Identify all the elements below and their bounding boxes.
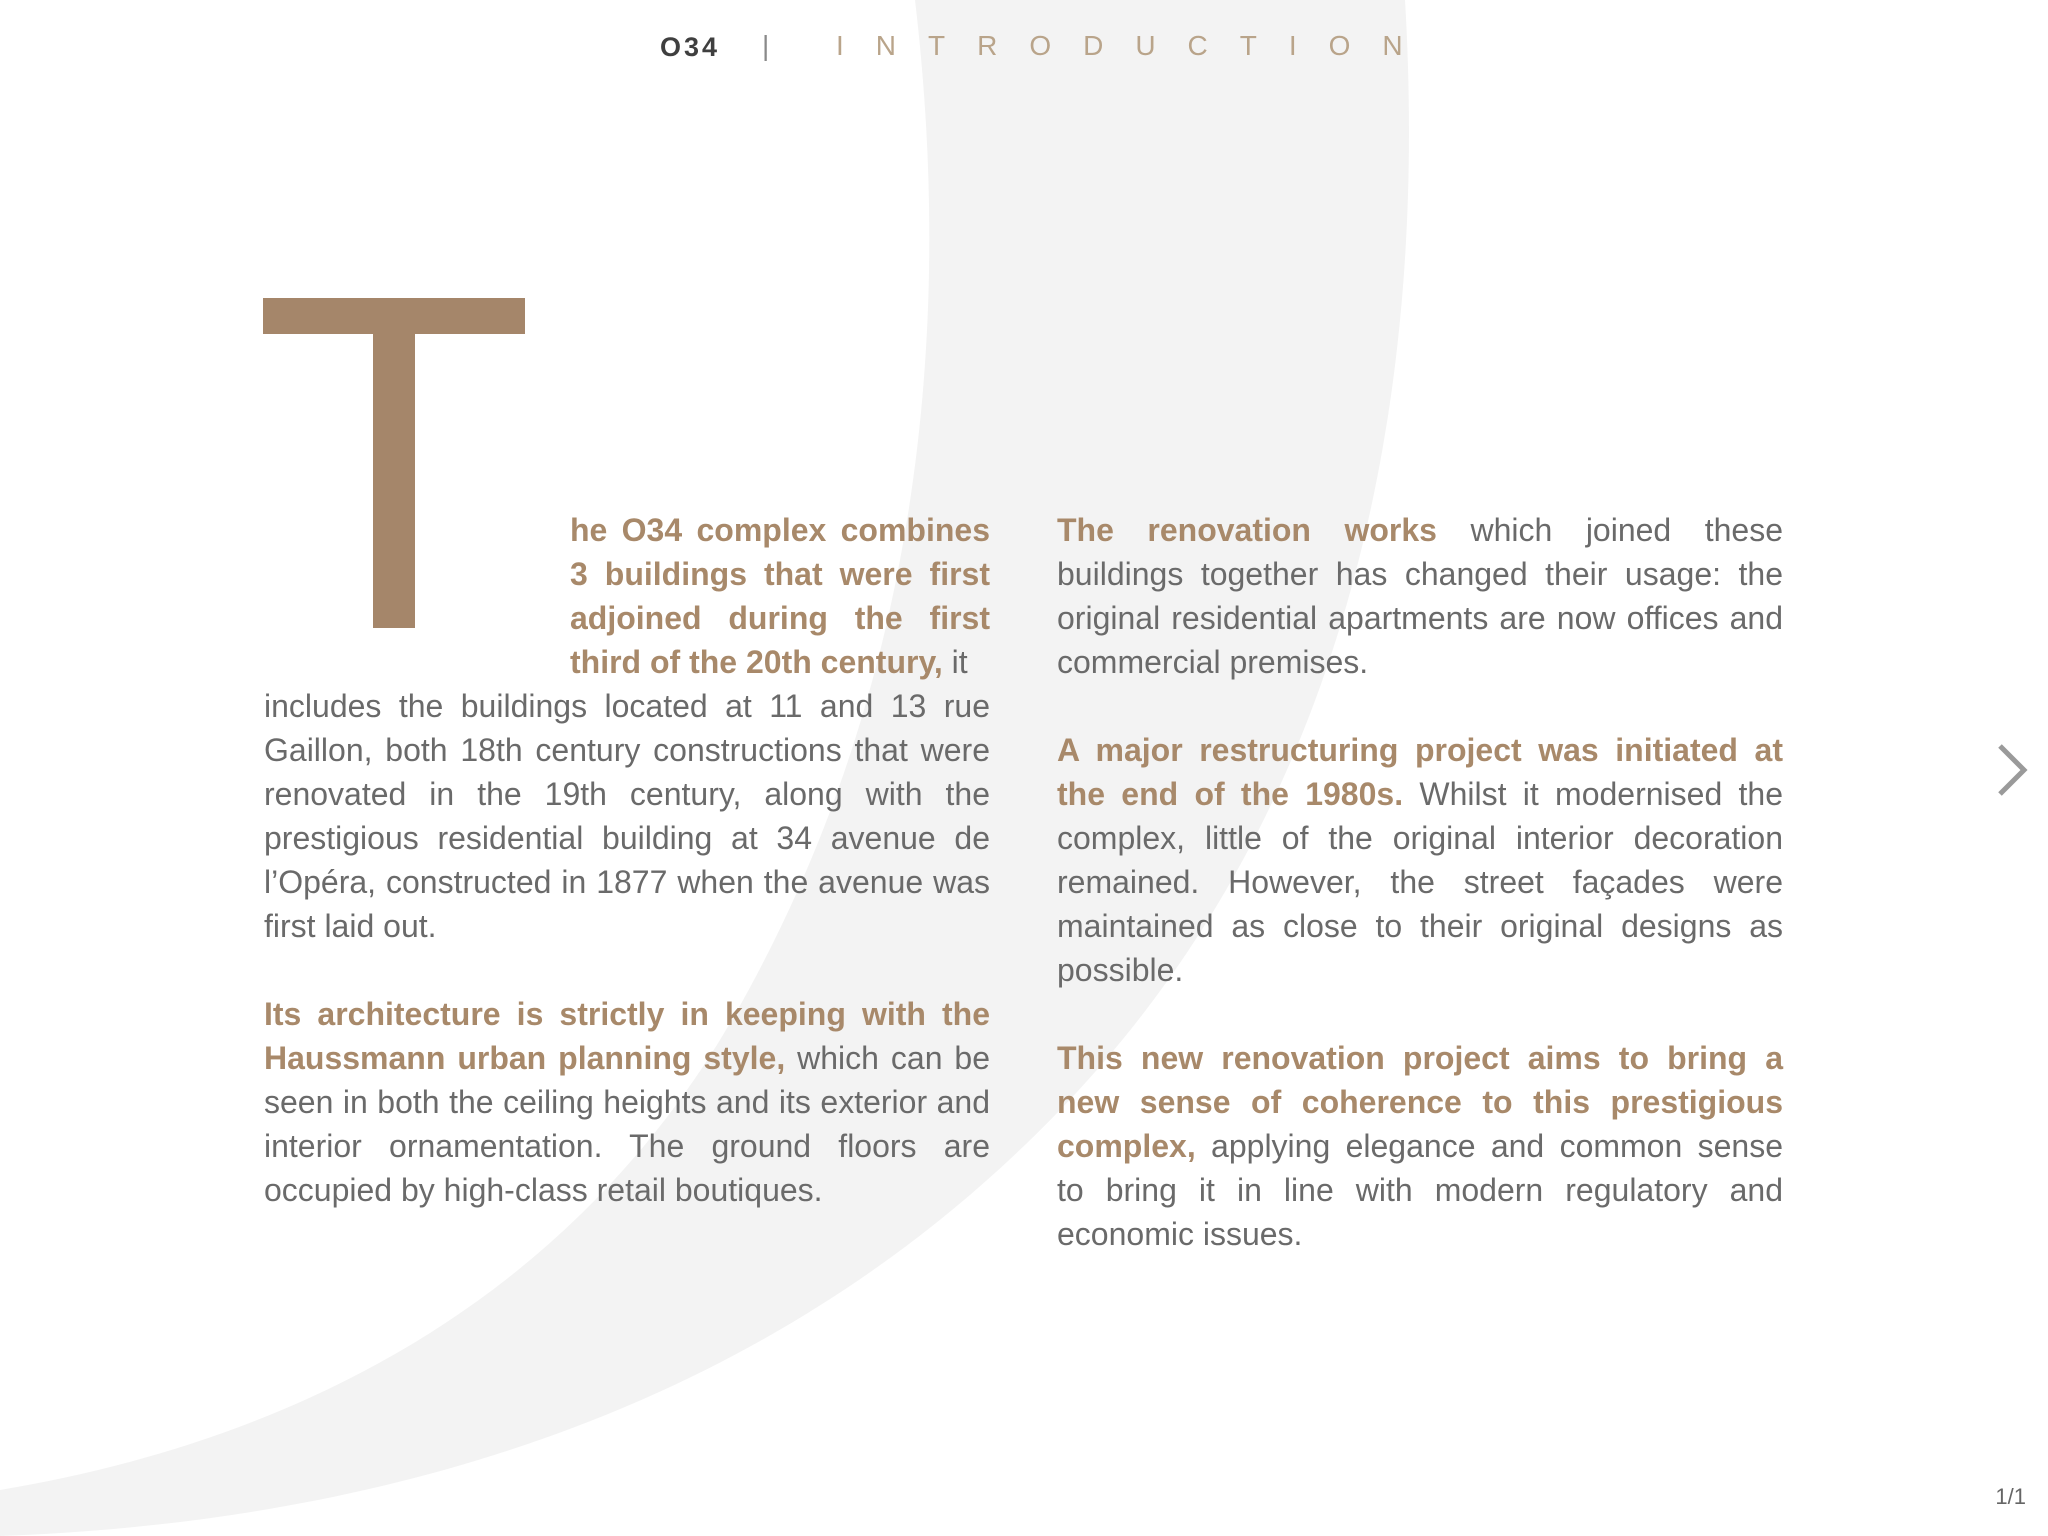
architecture-paragraph bbox=[264, 992, 990, 1212]
page-header bbox=[0, 26, 2048, 66]
new-project-highlight: This new renovation project aims to bring a new sense of coherence to this prestigious complex, bbox=[1057, 1040, 1783, 1164]
architecture-highlight: Its architecture is strictly in keeping with the Haussmann urban planning style, bbox=[264, 996, 990, 1076]
new-project-paragraph bbox=[1057, 1036, 1783, 1256]
intro-paragraph bbox=[264, 684, 990, 948]
intro-lead bbox=[570, 508, 990, 684]
page-number: 1/1 bbox=[1995, 1484, 2026, 1509]
restructuring-paragraph bbox=[1057, 728, 1783, 992]
intro-lead-highlight: he O34 complex combines 3 buildings that were first adjoined during the first third of the 20th century, bbox=[570, 512, 990, 680]
left-column bbox=[264, 684, 990, 1212]
section-title: INTRODUCTION bbox=[836, 30, 1435, 61]
chevron-right-icon[interactable] bbox=[1994, 742, 2030, 798]
brand-label: O34 bbox=[660, 32, 721, 62]
header-separator: | bbox=[762, 30, 770, 61]
renovation-paragraph bbox=[1057, 508, 1783, 684]
architecture-text: which can be seen in both the ceiling heights and its exterior and interior ornamentation. The ground floors are occupied by high-class retail boutiques. bbox=[264, 1040, 991, 1208]
new-project-text: applying elegance and common sense to bring it in line with modern regulatory and economic issues. bbox=[1057, 1128, 1783, 1252]
intro-lead-rest: it bbox=[942, 644, 968, 680]
renovation-text: which joined these buildings together has changed their usage: the original residential apartments are now offices and commercial premises. bbox=[1057, 512, 1784, 680]
restructuring-text: Whilst it modernised the complex, little of the original interior decoration remained. However, the street façades were maintained as close to their original designs as possible. bbox=[1057, 776, 1784, 988]
intro-body: includes the buildings located at 11 and 13 rue Gaillon, both 18th century constructions that were renovated in the 19th century, along with the prestigious residential building at 34 avenue de l’Opéra, constructed in 1877 when the avenue was first laid out. bbox=[264, 688, 990, 944]
right-column bbox=[1057, 508, 1783, 1256]
restructuring-highlight: A major restructuring project was initiated at the end of the 1980s. bbox=[1057, 732, 1783, 812]
renovation-highlight: The renovation works bbox=[1057, 512, 1437, 548]
drop-cap-letter bbox=[263, 298, 525, 628]
